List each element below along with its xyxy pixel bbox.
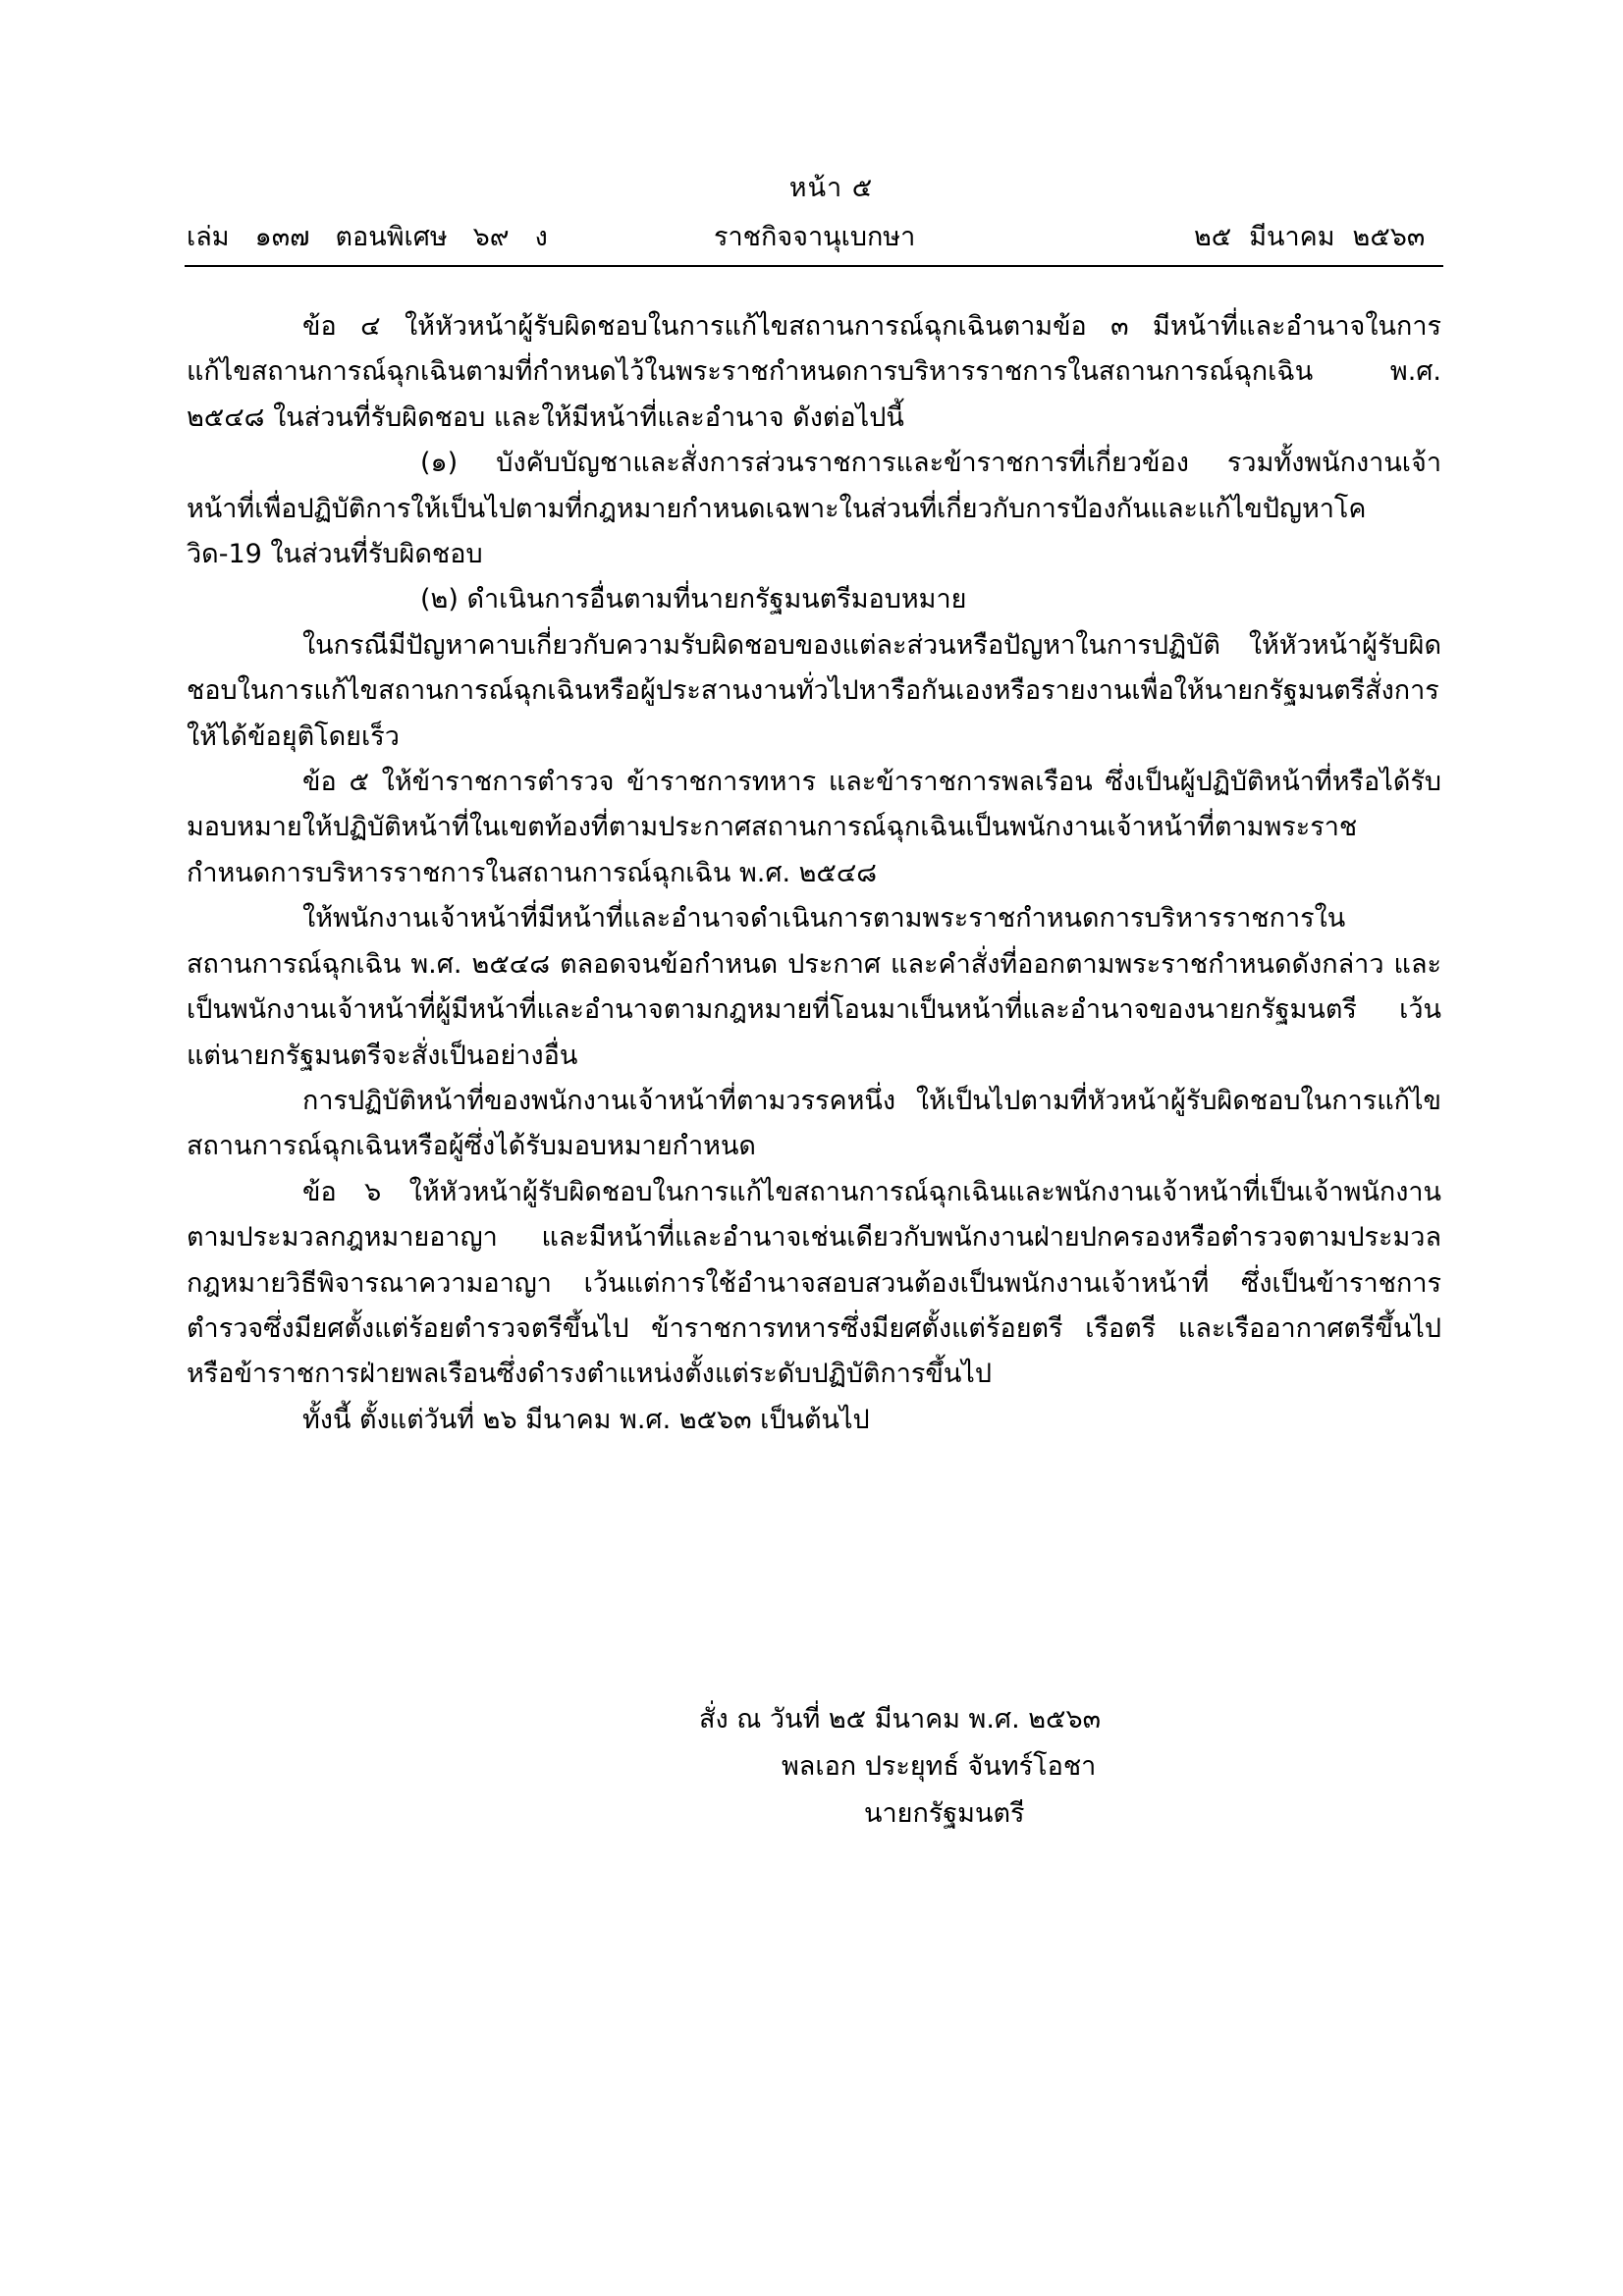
section-label: ตอนพิเศษ [335, 222, 448, 252]
header-date [1194, 218, 1425, 257]
signatory-title: นายกรัฐมนตรี [864, 1798, 1025, 1829]
paragraph-effective-date: ทั้งนี้ ตั้งแต่วันที่ ๒๖ มีนาคม พ.ศ. ๒๕๖๓ เป็นต้นไป [302, 1404, 870, 1435]
paragraph-overlap-issues: ในกรณีมีปัญหาคาบเกี่ยวกับความรับผิดชอบของแต่ละส่วนหรือปัญหาในการปฏิบัติ ให้หัวหน้าผู้รับผิดชอบในการแก้ไขสถานการณ์ฉุกเฉินหรือผู้ประสานงานทั่วไปหารือกันเองหรือรายงานเพื่อให้นายกรัฐมนตรีสั่งการให้ได้ข้อยุติโดยเร็ว [187, 629, 1441, 752]
page-number: หน้า ๕ [788, 173, 874, 203]
section-letter: ง [534, 222, 548, 252]
date-day: ๒๕ [1194, 222, 1232, 252]
paragraph-officer-powers: ให้พนักงานเจ้าหน้าที่มีหน้าที่และอำนาจดำเนินการตามพระราชกำหนดการบริหารราชการในสถานการณ์ฉุกเฉิน พ.ศ. ๒๕๔๘ ตลอดจนข้อกำหนด ประกาศ และคำสั่งที่ออกตามพระราชกำหนดดังกล่าว และเป็นพนักงานเจ้าหน้าที่ผู้มีหน้าที่และอำนาจตามกฎหมายที่โอนมาเป็นหน้าที่และอำนาจของนายกรัฐมนตรี เว้นแต่นายกรัฐมนตรีจะสั่งเป็นอย่างอื่น [187, 903, 1441, 1071]
paragraph-item-2: (๒) ดำเนินการอื่นตามที่นายกรัฐมนตรีมอบหมาย [420, 584, 967, 615]
signatory-name: พลเอก ประยุทธ์ จันทร์โอชา [782, 1751, 1097, 1782]
paragraph-clause-5: ข้อ ๕ ให้ข้าราชการตำรวจ ข้าราชการทหาร และข้าราชการพลเรือน ซึ่งเป็นผู้ปฏิบัติหน้าที่หรือได้รับมอบหมายให้ปฏิบัติหน้าที่ในเขตท้องที่ตามประกาศสถานการณ์ฉุกเฉินเป็นพนักงานเจ้าหน้าที่ตามพระราชกำหนดการบริหารราชการในสถานการณ์ฉุกเฉิน พ.ศ. ๒๕๔๘ [187, 767, 1441, 888]
paragraph-officer-duties: การปฏิบัติหน้าที่ของพนักงานเจ้าหน้าที่ตามวรรคหนึ่ง ให้เป็นไปตามที่หัวหน้าผู้รับผิดชอบในการแก้ไขสถานการณ์ฉุกเฉินหรือผู้ซึ่งได้รับมอบหมายกำหนด [187, 1085, 1441, 1162]
volume-label: เล่ม [187, 222, 230, 252]
paragraph-clause-6: ข้อ ๖ ให้หัวหน้าผู้รับผิดชอบในการแก้ไขสถานการณ์ฉุกเฉินและพนักงานเจ้าหน้าที่เป็นเจ้าพนักงานตามประมวลกฎหมายอาญา และมีหน้าที่และอำนาจเช่นเดียวกับพนักงานฝ่ายปกครองหรือตำรวจตามประมวลกฎหมายวิธีพิจารณาความอาญา เว้นแต่การใช้อำนาจสอบสวนต้องเป็นพนักงานเจ้าหน้าที่ ซึ่งเป็นข้าราชการตำรวจซึ่งมียศตั้งแต่ร้อยตำรวจตรีขึ้นไป ข้าราชการทหารซึ่งมียศตั้งแต่ร้อยตรี เรือตรี และเรืออากาศตรีขึ้นไป หรือข้าราชการฝ่ายพลเรือนซึ่งดำรงตำแหน่งตั้งแต่ระดับปฏิบัติการขึ้นไป [187, 1176, 1441, 1390]
publication-title: ราชกิจจานุเบกษา [714, 222, 916, 252]
date-month: มีนาคม [1249, 222, 1335, 252]
signature-date: สั่ง ณ วันที่ ๒๕ มีนาคม พ.ศ. ๒๕๖๓ [699, 1704, 1102, 1735]
date-year: ๒๕๖๓ [1352, 222, 1426, 252]
paragraph-clause-4: ข้อ ๔ ให้หัวหน้าผู้รับผิดชอบในการแก้ไขสถานการณ์ฉุกเฉินตามข้อ ๓ มีหน้าที่และอำนาจในการแก้ไขสถานการณ์ฉุกเฉินตามที่กำหนดไว้ในพระราชกำหนดการบริหารราชการในสถานการณ์ฉุกเฉิน พ.ศ. ๒๕๔๘ ในส่วนที่รับผิดชอบ และให้มีหน้าที่และอำนาจ ดังต่อไปนี้ [187, 311, 1441, 433]
header-volume-section [187, 218, 573, 257]
document-body [187, 304, 1441, 1443]
section-number: ๖๙ [472, 222, 510, 252]
paragraph-item-1: (๑) บังคับบัญชาและสั่งการส่วนราชการและข้าราชการที่เกี่ยวข้อง รวมทั้งพนักงานเจ้าหน้าที่เพื่อปฏิบัติการให้เป็นไปตามที่กฎหมายกำหนดเฉพาะในส่วนที่เกี่ยวกับการป้องกันและแก้ไขปัญหาโควิด-19 ในส่วนที่รับผิดชอบ [187, 448, 1441, 570]
volume-number: ๑๓๗ [254, 222, 310, 252]
header-divider [185, 265, 1443, 267]
